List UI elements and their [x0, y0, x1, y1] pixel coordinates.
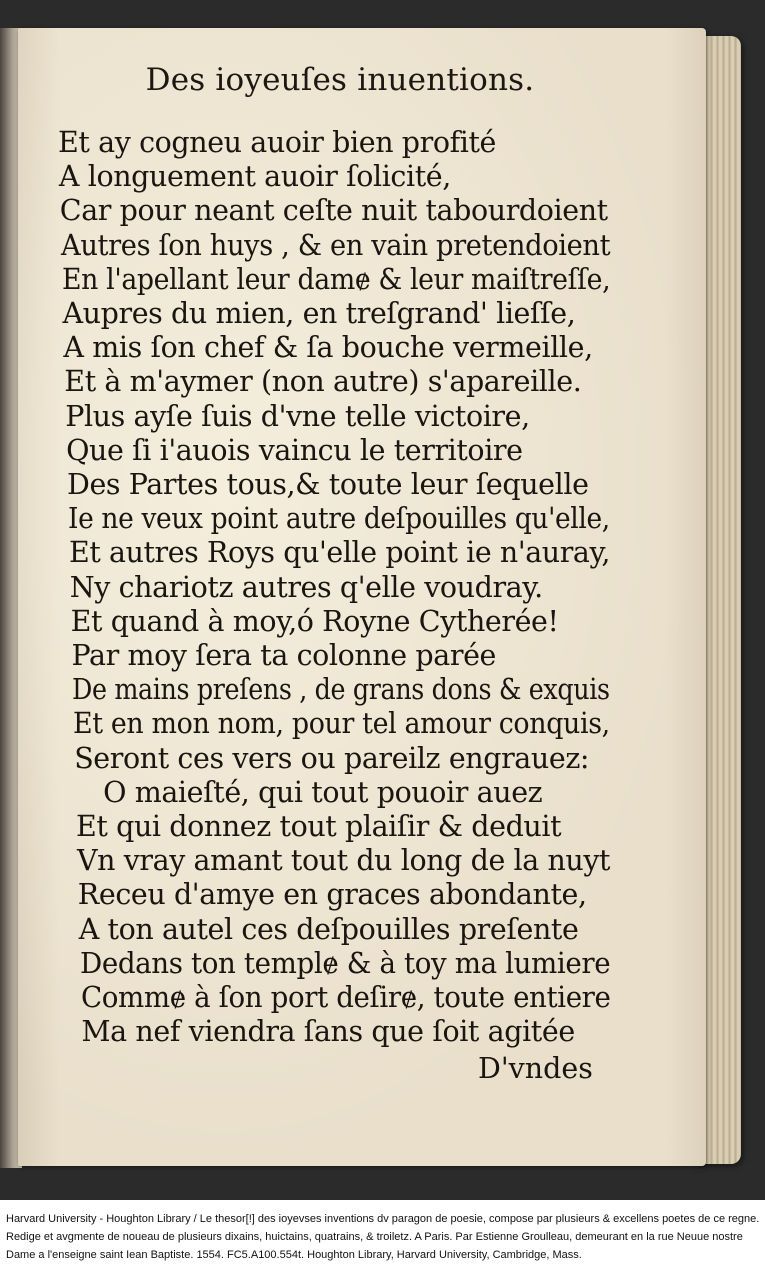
- verse-line: Et à m'aymer (non autre) s'apareille.: [64, 365, 582, 399]
- catchword: D'vndes: [478, 1052, 593, 1085]
- verse-line: Ma nef viendra ſans que ſoit agitée: [81, 1015, 575, 1049]
- verse-line: Ny chariotz autres q'elle voudray.: [69, 570, 543, 604]
- verse-line: Car pour neant ceſte nuit tabourdoient: [59, 194, 608, 228]
- verse-line: Autres ſon huys , & en vain pretendoient: [60, 228, 610, 262]
- verse-line: Aupres du mien, en treſgrand' lieſſe,: [62, 297, 576, 330]
- verse-line: O maieſté, qui tout pouoir auez: [103, 775, 543, 809]
- verse-line: A longuement auoir ſolicité,: [58, 160, 451, 194]
- image-caption: Harvard University - Houghton Library / Le thesor[!] des ioyevses inventions dv paragon de poesie, compose par plusieurs & excellens poetes de ce regne. Redige et avgmente de noueau de plusieurs dixains, huictains, quatrains, & troiletz. A Paris. Par Estienne Groulleau, demeurant en la rue Neuue nostre Dame a l'enseigne saint Iean Baptiste. 1554. FC5.A100.554t. Houghton Library, Harvard University, Cambridge, Mass.: [6, 1213, 760, 1261]
- verse-line: A mis ſon chef & ſa bouche vermeille,: [63, 331, 593, 365]
- verse-line: Et ay cogneu auoir bien profité: [58, 126, 497, 159]
- running-head: Des ioyeuſes inuentions.: [145, 62, 535, 98]
- verse-line: En l'apellant leur damɇ & leur maiſtreſſe,: [61, 262, 610, 296]
- verse-line: Plus ayſe ſuis d'vne telle victoire,: [65, 399, 530, 433]
- show-through: [600, 90, 700, 210]
- verse-line: De mains preſens , de grans dons & exquis: [72, 673, 611, 707]
- verse-line: Et qui donnez tout plaiſir & deduit: [76, 810, 562, 843]
- verse-line: Commɇ à ſon port deſirɇ, toute entiere: [80, 981, 611, 1014]
- verse-line: Et quand à moy,ó Royne Cytherée!: [70, 604, 559, 638]
- verse-line: Par moy ſera ta colonne parée: [71, 639, 497, 672]
- verse-line: Dedans ton templɇ & à toy ma lumiere: [79, 946, 610, 980]
- verse-line: Seront ces vers ou pareilz engrauez:: [74, 741, 590, 775]
- verse-line: Et autres Roys qu'elle point ie n'auray,: [68, 536, 610, 570]
- verse-line: Des Partes tous,& toute leur ſequelle: [67, 468, 589, 501]
- verse-line: Vn vray amant tout du long de la nuyt: [76, 844, 610, 878]
- verse-line: Ie ne veux point autre deſpouilles qu'elle,: [67, 502, 610, 536]
- verse-line: Et en mon nom, pour tel amour conquis,: [73, 707, 611, 741]
- verse-line: Receu d'amye en graces abondante,: [77, 878, 587, 912]
- verse-line: Que ſi i'auois vaincu le territoire: [66, 433, 523, 467]
- verse-line: A ton autel ces deſpouilles preſente: [78, 912, 579, 946]
